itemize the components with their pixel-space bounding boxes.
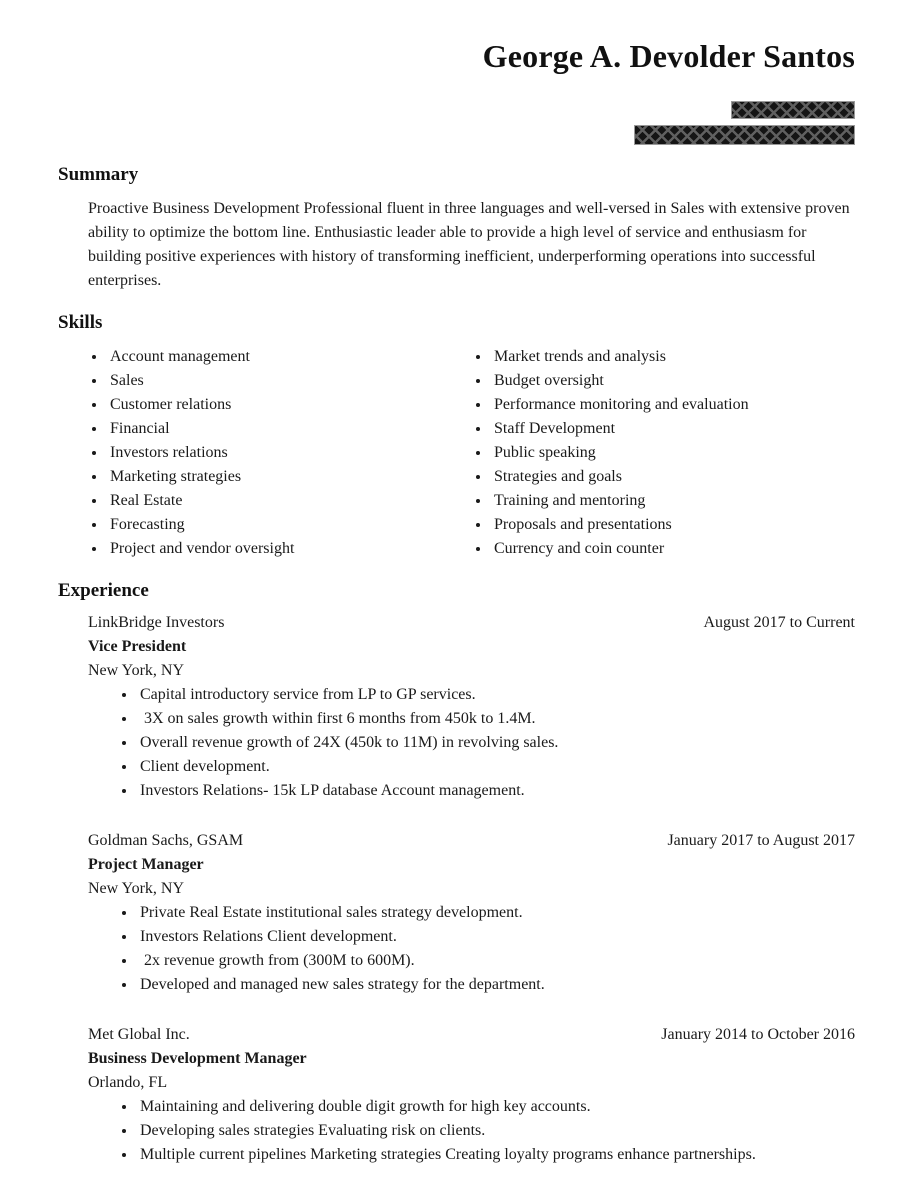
skill-item: • Strategies and goals (491, 465, 825, 489)
skill-item: • Staff Development (491, 417, 825, 441)
job-header (88, 1023, 855, 1047)
redacted-contact-block (58, 101, 855, 145)
skill-item: • Training and mentoring (491, 489, 825, 513)
job-bullet-item: • 2x revenue growth from (300M to 600M). (137, 949, 855, 973)
skill-item: • Real Estate (107, 489, 442, 513)
skills-column-right (442, 345, 825, 561)
skill-item: • Customer relations (107, 393, 442, 417)
job-bullets (88, 1095, 855, 1167)
skill-item: • Forecasting (107, 513, 442, 537)
job-title: Vice President (88, 638, 187, 655)
section-heading-skills: Skills (58, 312, 103, 333)
experience-jobs (58, 611, 855, 1167)
job-dates: January 2014 to October 2016 (661, 1026, 855, 1043)
skill-item: • Public speaking (491, 441, 825, 465)
job-bullets (88, 901, 855, 997)
section-heading-summary: Summary (58, 164, 139, 185)
job-company: Goldman Sachs, GSAM (88, 832, 244, 849)
skill-item: • Budget oversight (491, 369, 825, 393)
job-bullet-item: • Developed and managed new sales strategy for the department. (137, 973, 855, 997)
job-title: Project Manager (88, 856, 204, 873)
job-header (88, 829, 855, 853)
skill-item: • Currency and coin counter (491, 537, 825, 561)
summary-text: Proactive Business Development Professional fluent in three languages and well-versed in Sales with extensive proven ability to optimize the bottom line. Enthusiastic leader able to provide a high level of service and enthusiasm for building positive experiences with history of transforming inefficient, underperforming operations into successful enterprises. (88, 200, 850, 289)
skill-item: • Investors relations (107, 441, 442, 465)
skill-item: • Marketing strategies (107, 465, 442, 489)
job-bullet-item: • Private Real Estate institutional sales strategy development. (137, 901, 855, 925)
resume-page (0, 38, 900, 1186)
skills-columns (58, 345, 855, 561)
job-bullet-item: • Overall revenue growth of 24X (450k to 11M) in revolving sales. (137, 731, 855, 755)
skill-item: • Financial (107, 417, 442, 441)
experience-job (58, 611, 855, 803)
job-bullet-item: • Multiple current pipelines Marketing strategies Creating loyalty programs enhance partnerships. (137, 1143, 855, 1167)
job-title: Business Development Manager (88, 1050, 307, 1067)
job-location: New York, NY (88, 662, 185, 679)
skill-item: • Market trends and analysis (491, 345, 825, 369)
skill-item: • Project and vendor oversight (107, 537, 442, 561)
skill-item: • Account management (107, 345, 442, 369)
skills-column-left (58, 345, 442, 561)
job-bullet-item: • Maintaining and delivering double digit growth for high key accounts. (137, 1095, 855, 1119)
section-heading-experience: Experience (58, 580, 149, 601)
skill-item: • Performance monitoring and evaluation (491, 393, 825, 417)
job-company: Met Global Inc. (88, 1026, 190, 1043)
redacted-bar-2 (634, 125, 855, 145)
skill-item: • Proposals and presentations (491, 513, 825, 537)
job-dates: January 2017 to August 2017 (667, 832, 855, 849)
skills-list-right (442, 345, 825, 561)
job-company: LinkBridge Investors (88, 614, 225, 631)
redacted-bar-1 (731, 101, 855, 119)
experience-job (58, 829, 855, 997)
job-bullet-item: • Investors Relations Client development. (137, 925, 855, 949)
job-bullet-item: • 3X on sales growth within first 6 months from 450k to 1.4M. (137, 707, 855, 731)
experience-job (58, 1023, 855, 1167)
resume-name: George A. Devolder Santos (482, 38, 855, 74)
job-location: New York, NY (88, 880, 185, 897)
job-bullet-item: • Investors Relations- 15k LP database Account management. (137, 779, 855, 803)
skill-item: • Sales (107, 369, 442, 393)
job-bullet-item: • Client development. (137, 755, 855, 779)
skills-list-left (58, 345, 442, 561)
job-bullets (88, 683, 855, 803)
job-location: Orlando, FL (88, 1074, 168, 1091)
job-dates: August 2017 to Current (703, 614, 855, 631)
job-bullet-item: • Capital introductory service from LP to GP services. (137, 683, 855, 707)
job-header (88, 611, 855, 635)
job-bullet-item: • Developing sales strategies Evaluating risk on clients. (137, 1119, 855, 1143)
